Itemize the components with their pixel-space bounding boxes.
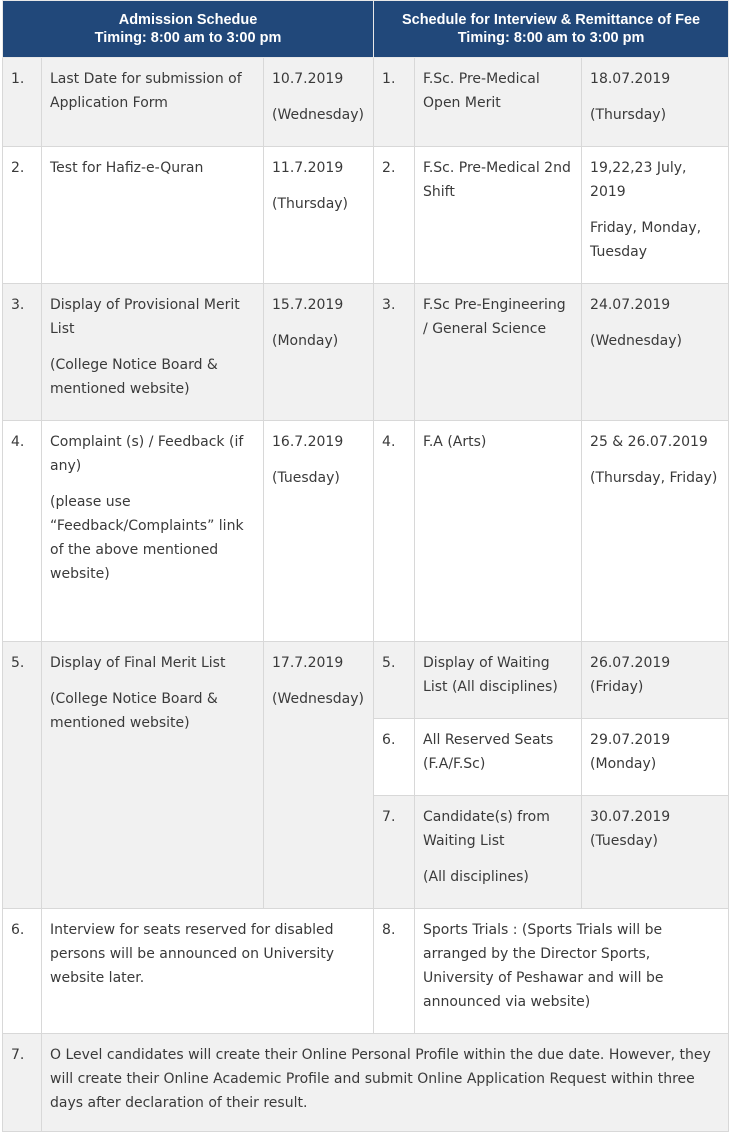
- admission-schedule-title: Admission Schedue: [118, 12, 258, 28]
- interview-number: 3.: [374, 284, 415, 421]
- interview-number: 6.: [374, 719, 415, 796]
- interview-date-cell: 18.07.2019 (Thursday): [582, 58, 729, 147]
- row-number: 3.: [3, 284, 42, 421]
- task-cell: Last Date for submission of Application Form: [42, 58, 264, 147]
- date-cell: 10.7.2019 (Wednesday): [264, 58, 374, 147]
- schedule-table: [2, 0, 729, 1132]
- date-cell: 11.7.2019 (Thursday): [264, 147, 374, 284]
- admission-schedule-header: [3, 1, 374, 58]
- interview-number: 8.: [374, 909, 415, 1034]
- interview-cell: All Reserved Seats (F.A/F.Sc): [415, 719, 582, 796]
- row-number: 5.: [3, 642, 42, 909]
- interview-cell: Sports Trials : (Sports Trials will be arranged by the Director Sports, University of Peshawar and will be announced via website): [415, 909, 729, 1034]
- interview-date-cell: 26.07.2019 (Friday): [582, 642, 729, 719]
- interview-schedule-header: [374, 1, 729, 58]
- interview-cell: Display of Waiting List (All disciplines): [415, 642, 582, 719]
- task-cell: Display of Final Merit List (College Notice Board & mentioned website): [42, 642, 264, 909]
- interview-schedule-title: Schedule for Interview & Remittance of Fee: [401, 12, 701, 28]
- table-row: [3, 909, 729, 1034]
- interview-number: 1.: [374, 58, 415, 147]
- interview-cell: F.Sc. Pre-Medical Open Merit: [415, 58, 582, 147]
- interview-cell: Candidate(s) from Waiting List (All disciplines): [415, 796, 582, 909]
- table-row: [3, 642, 729, 719]
- interview-date-cell: 19,22,23 July, 2019 Friday, Monday, Tuesday: [582, 147, 729, 284]
- table-row: [3, 58, 729, 147]
- note-cell: O Level candidates will create their Online Personal Profile within the due date. However, they will create their Online Academic Profile and submit Online Application Request within three days after declaration of their result.: [42, 1034, 729, 1132]
- interview-date-cell: 25 & 26.07.2019 (Thursday, Friday): [582, 421, 729, 642]
- table-row: [3, 421, 729, 642]
- interview-date-cell: 24.07.2019 (Wednesday): [582, 284, 729, 421]
- interview-schedule-timing: Timing: 8:00 am to 3:00 pm: [457, 30, 645, 46]
- row-number: 4.: [3, 421, 42, 642]
- interview-cell: F.Sc Pre-Engineering / General Science: [415, 284, 582, 421]
- row-number: 2.: [3, 147, 42, 284]
- interview-number: 4.: [374, 421, 415, 642]
- interview-cell: F.A (Arts): [415, 421, 582, 642]
- task-cell: Display of Provisional Merit List (College Notice Board & mentioned website): [42, 284, 264, 421]
- table-row: [3, 284, 729, 421]
- interview-number: 7.: [374, 796, 415, 909]
- row-number: 6.: [3, 909, 42, 1034]
- interview-cell: F.Sc. Pre-Medical 2nd Shift: [415, 147, 582, 284]
- date-cell: 17.7.2019 (Wednesday): [264, 642, 374, 909]
- interview-date-cell: 30.07.2019 (Tuesday): [582, 796, 729, 909]
- row-number: 7.: [3, 1034, 42, 1132]
- table-row: [3, 1034, 729, 1132]
- admission-schedule-timing: Timing: 8:00 am to 3:00 pm: [94, 30, 282, 46]
- interview-number: 2.: [374, 147, 415, 284]
- task-cell: Interview for seats reserved for disabled persons will be announced on University website later.: [42, 909, 374, 1034]
- date-cell: 15.7.2019 (Monday): [264, 284, 374, 421]
- task-cell: Test for Hafiz-e-Quran: [42, 147, 264, 284]
- task-cell: Complaint (s) / Feedback (if any) (please use “Feedback/Complaints” link of the above mentioned website): [42, 421, 264, 642]
- interview-date-cell: 29.07.2019 (Monday): [582, 719, 729, 796]
- interview-number: 5.: [374, 642, 415, 719]
- date-cell: 16.7.2019 (Tuesday): [264, 421, 374, 642]
- table-row: [3, 147, 729, 284]
- row-number: 1.: [3, 58, 42, 147]
